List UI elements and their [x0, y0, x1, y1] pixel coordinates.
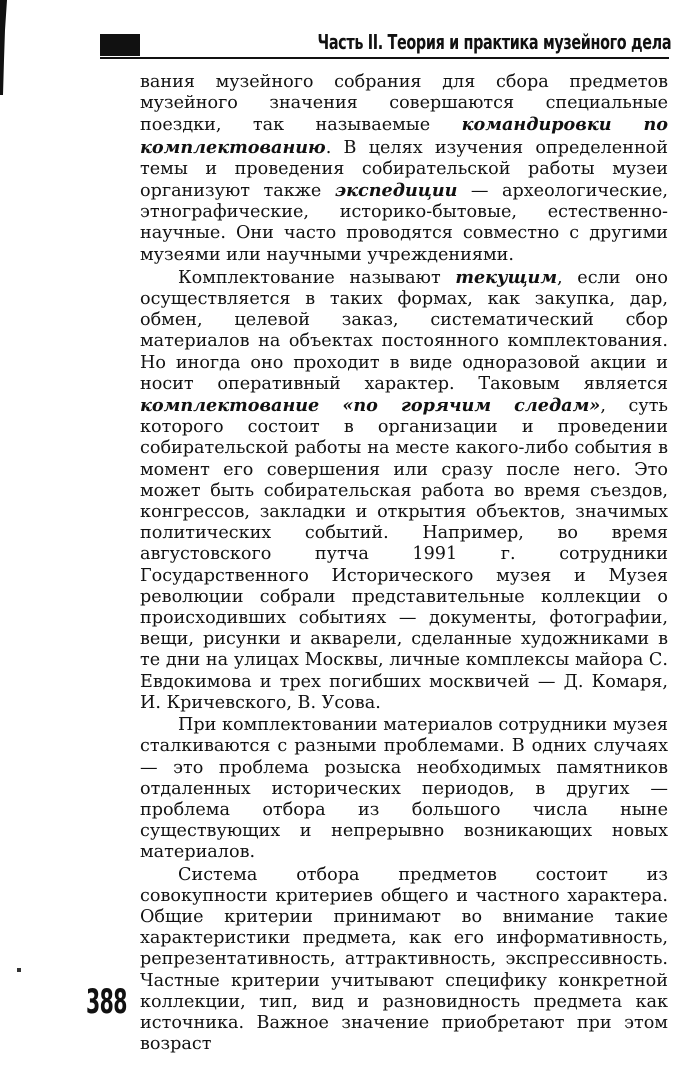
binding-edge-mark — [0, 0, 12, 95]
paragraph-1 — [140, 72, 668, 266]
emphasis-term: текущим — [455, 266, 558, 288]
emphasis-term: экспедиции — [334, 180, 458, 202]
margin-dot — [17, 968, 21, 972]
body-text — [140, 72, 668, 1055]
emphasis-term: комплектование «по горячим следам» — [140, 395, 601, 417]
text-run: . В целях изучения определенной темы и проведения собирательской работы музеи организуют также — [140, 137, 668, 202]
text-run: Система отбора предметов состоит из совокупности критериев общего и частного характера. Общие критерии принимают во внимание такие характеристики предмета, как его информативность, репрезентативность, аттрактивность, экспрессивность. Частные критерии учитывают специфику конкретной коллекции, тип, вид и разновидность предмета как источника. Важное значение приобретают при этом возраст — [140, 864, 668, 1055]
text-run: , если оно осуществляется в таких формах, как закупка, дар, обмен, целевой заказ, систематический сбор материалов на объектах постоянного комплектования. Но иногда оно проходит в виде одноразовой акции и носит оперативный характер. Таковым является — [140, 267, 668, 394]
paragraph-3 — [140, 715, 668, 863]
text-run: — археологические, этнографические, историко-бытовые, естественно-научные. Они часто проводятся совместно с другими музеями или научными учреждениями. — [140, 181, 669, 265]
paragraph-4 — [140, 865, 668, 1056]
paragraph-2 — [140, 267, 668, 714]
text-run: , суть которого состоит в организации и проведении собирательской работы на месте какого-либо события в момент его совершения или сразу после него. Это может быть собирательская работа во время съездов, конгрессов, закладки и открытия объектов, значимых политических событий. Например, во время августовского путча 1991 г. сотрудники Государственного Исторического музея и Музея революции собрали представительные коллекции о происходивших событиях — документы, фотографии, вещи, рисунки и акварели, сделанные художниками в те дни на улицах Москвы, личные комплексы майора С. Евдокимова и трех погибших москвичей — Д. Комаря, И. Кричевского, В. Усова. — [140, 396, 669, 713]
running-title: Часть II. Теория и практика музейного дела — [317, 30, 671, 54]
text-run: При комплектовании материалов сотрудники музея сталкиваются с разными проблемами. В одних случаях — это проблема розыска необходимых памятников отдаленных исторических периодов, в других — проблема отбора из большого числа ныне существующих и непрерывно возникающих новых материалов. — [140, 715, 668, 863]
text-run: Комплектование называют — [178, 267, 456, 288]
header-marker-block — [100, 34, 140, 56]
header-rule — [100, 57, 669, 59]
emphasis-term: командировки по комплектованию — [140, 114, 668, 158]
text-run: вания музейного собрания для сбора предметов музейного значения совершаются специальные поездки, так называемые — [140, 72, 668, 136]
page-number: 388 — [86, 982, 127, 1022]
